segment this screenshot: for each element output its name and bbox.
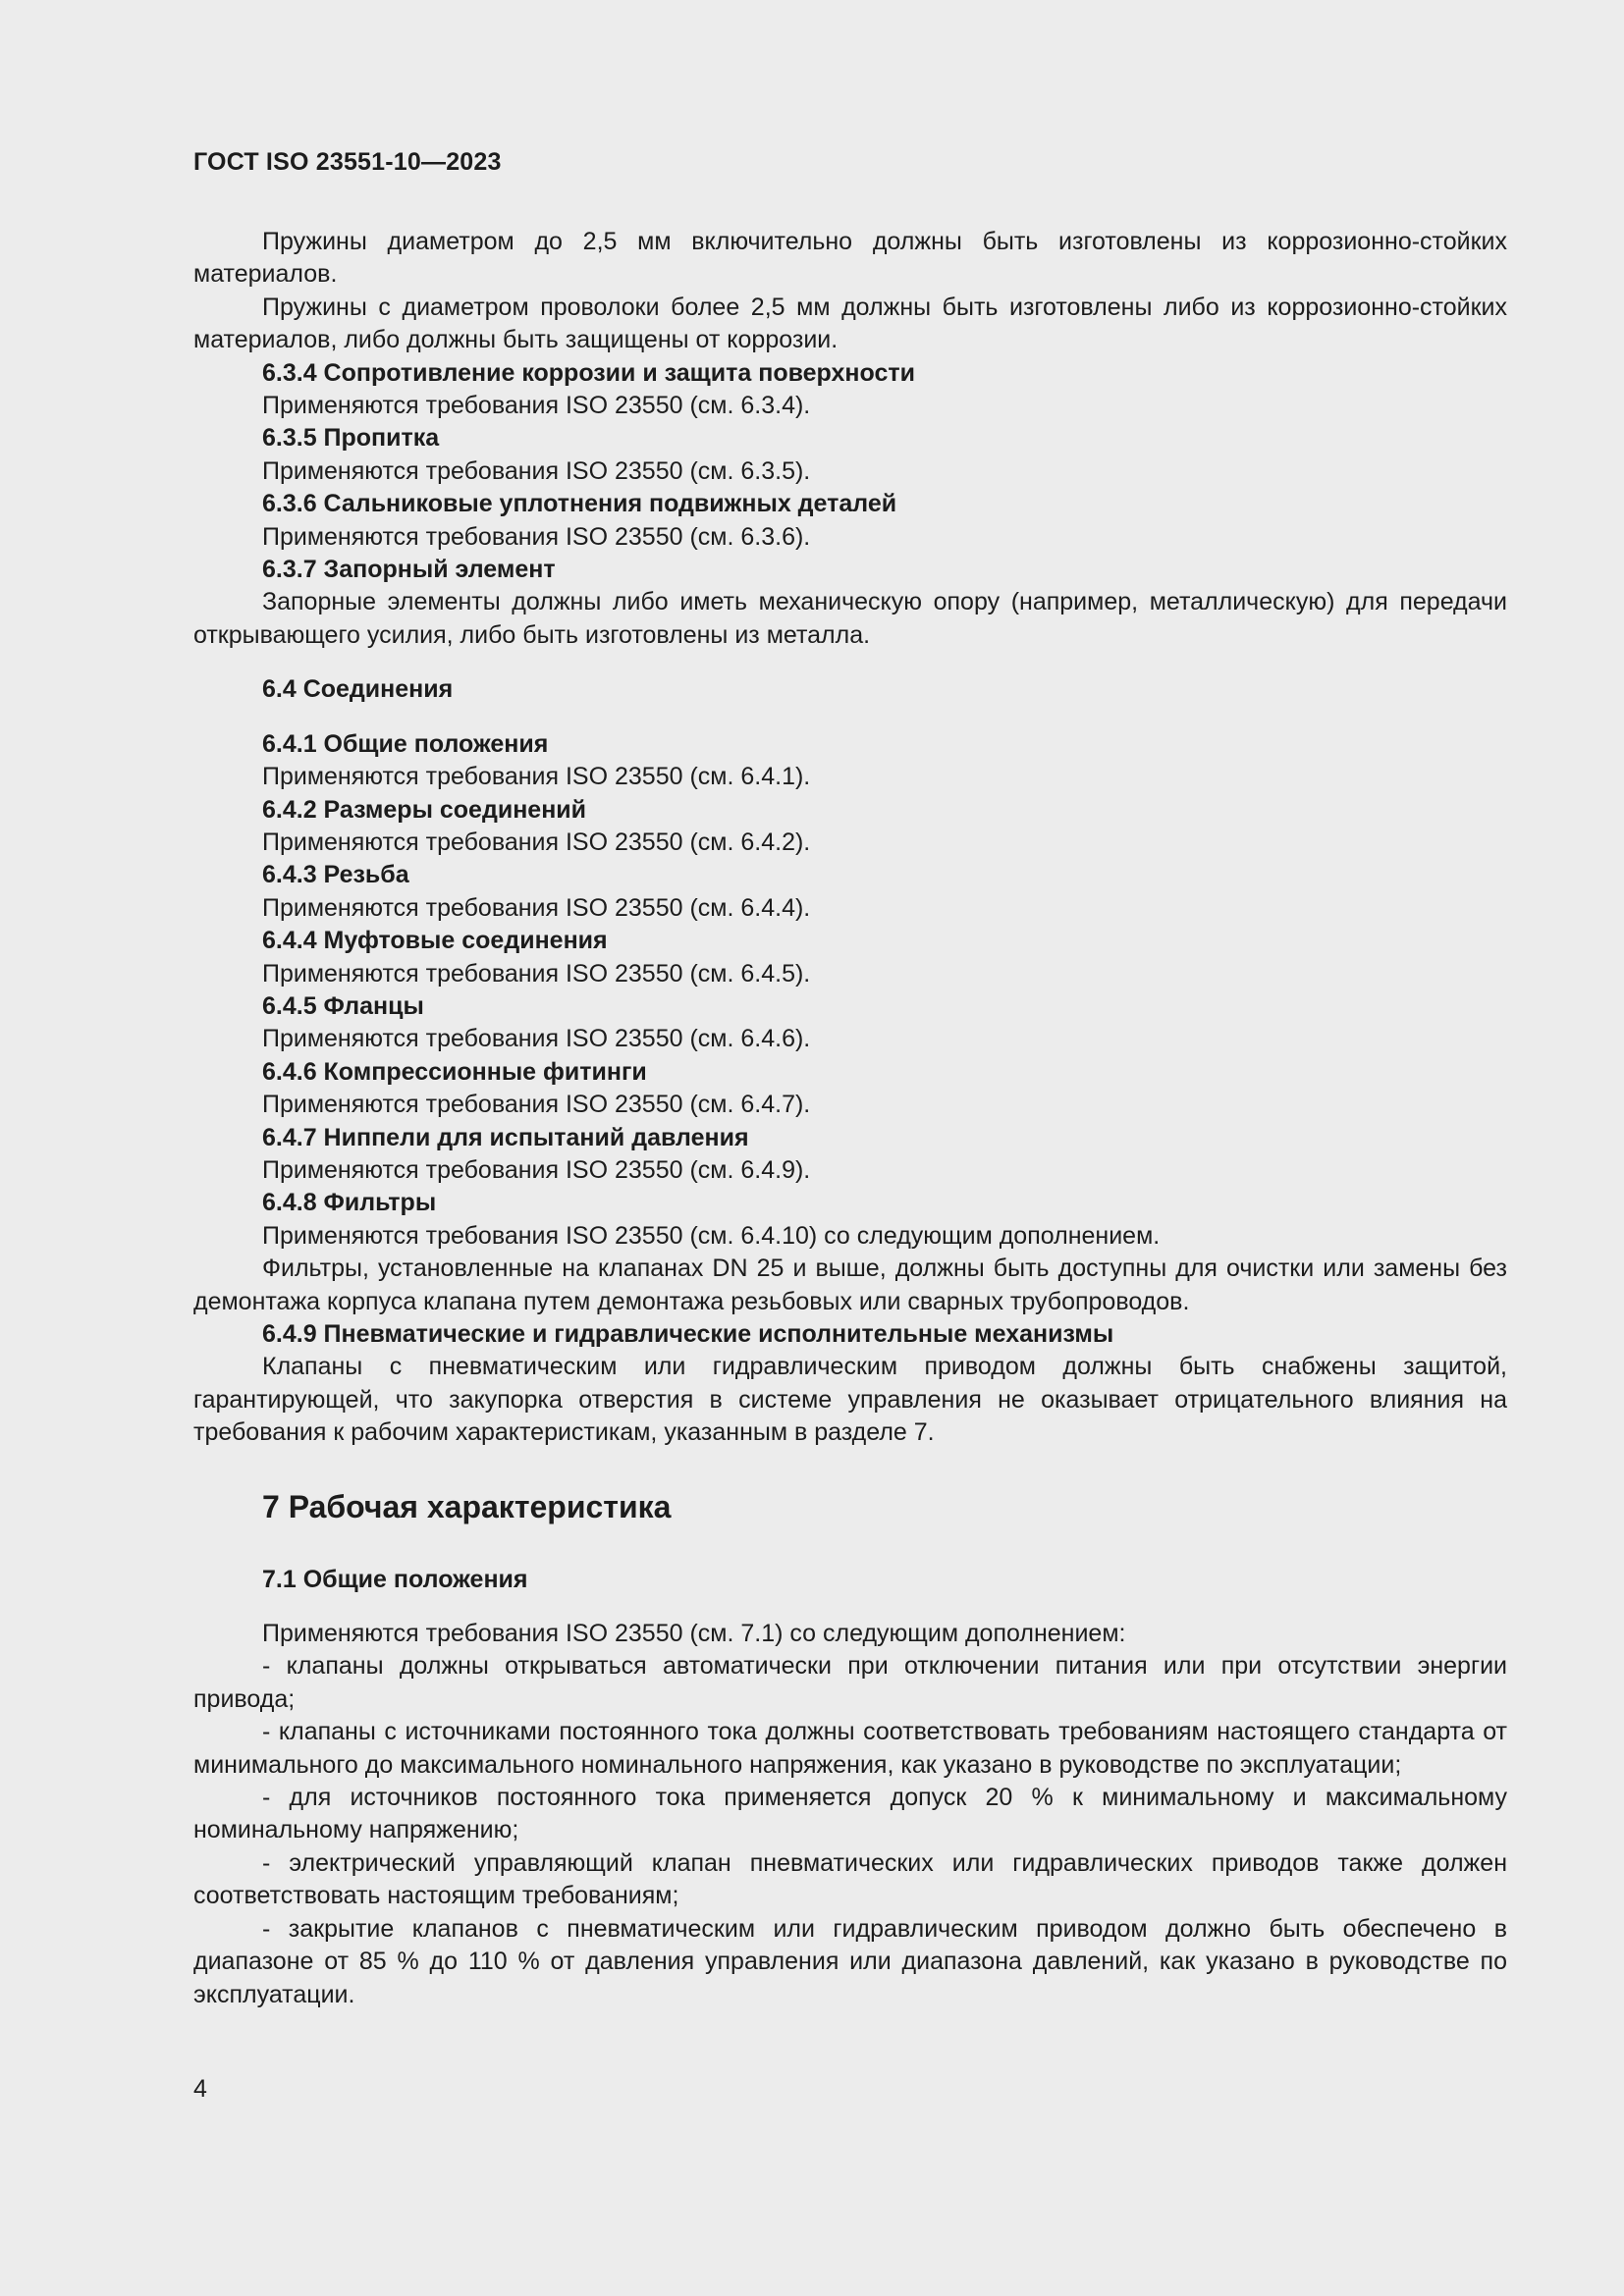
section-text: Применяются требования ISO 23550 (см. 6.4.4). [262,893,811,922]
section-text: Фильтры, установленные на клапанах DN 25 и выше, должны быть доступны для очистки или замены без демонтажа корпуса клапана путем демонтажа резьбовых или сварных трубопроводов. [193,1255,1507,1315]
paragraph: Пружины диаметром до 2,5 мм включительно должны быть изготовлены из коррозионно-стойких материалов. [193,228,1507,289]
section-heading-6-4-9: 6.4.9 Пневматические и гидравлические исполнительные механизмы [262,1320,1114,1348]
list-item: - клапаны должны открываться автоматически при отключении питания или при отсутствии энергии привода; [193,1652,1507,1713]
section-heading-6-4-7: 6.4.7 Ниппели для испытаний давления [262,1123,749,1151]
section-text: Применяются требования ISO 23550 (см. 6.4.6). [262,1025,811,1053]
section-text: Применяются требования ISO 23550 (см. 6.4.2). [262,828,811,856]
section-heading-7-1: 7.1 Общие положения [262,1565,528,1593]
section-heading-6-4-1: 6.4.1 Общие положения [262,729,549,758]
section-text: Применяются требования ISO 23550 (см. 6.3.6). [262,522,811,551]
chapter-heading-7: 7 Рабочая характеристика [262,1488,672,1524]
paragraph: Пружины с диаметром проволоки более 2,5 мм должны быть изготовлены либо из коррозионно-стойких материалов, либо должны быть защищены от коррозии. [193,293,1507,354]
section-text: Применяются требования ISO 23550 (см. 6.3.5). [262,456,811,485]
section-heading-6-3-4: 6.3.4 Сопротивление коррозии и защита поверхности [262,358,915,387]
page-number: 4 [193,2075,207,2103]
section-text: Применяются требования ISO 23550 (см. 6.4.9). [262,1155,811,1184]
section-text: Клапаны с пневматическим или гидравлическим приводом должны быть снабжены защитой, гарантирующей, что закупорка отверстия в системе управления не оказывает отрицательного влияния на требования к рабочим характеристикам, указанным в разделе 7. [193,1353,1507,1447]
section-heading-6-3-7: 6.3.7 Запорный элемент [262,556,556,584]
section-heading-6-4-6: 6.4.6 Компрессионные фитинги [262,1057,647,1086]
section-heading-6-4-8: 6.4.8 Фильтры [262,1189,437,1217]
section-text: Применяются требования ISO 23550 (см. 6.4.10) со следующим дополнением. [262,1221,1161,1250]
section-heading-6-4-5: 6.4.5 Фланцы [262,991,424,1020]
section-text: Применяются требования ISO 23550 (см. 6.4.7). [262,1091,811,1119]
section-text: Применяются требования ISO 23550 (см. 6.3.4). [262,392,811,420]
page-content [193,226,1507,2011]
document-header: ГОСТ ISO 23551-10—2023 [193,148,502,176]
section-text: Применяются требования ISO 23550 (см. 6.4.1). [262,763,811,791]
list-item: - клапаны с источниками постоянного тока должны соответствовать требованиям настоящего стандарта от минимального до максимального номинального напряжения, как указано в руководстве по эксплуатации; [193,1718,1507,1779]
section-heading-6-4-2: 6.4.2 Размеры соединений [262,795,587,824]
section-heading-6-3-6: 6.3.6 Сальниковые уплотнения подвижных деталей [262,490,897,518]
section-heading-6-4-4: 6.4.4 Муфтовые соединения [262,927,608,955]
section-text: Применяются требования ISO 23550 (см. 7.1) со следующим дополнением: [262,1620,1126,1648]
list-item: - электрический управляющий клапан пневматических или гидравлических приводов также должен соответствовать настоящим требованиям; [193,1848,1507,1910]
list-item: - закрытие клапанов с пневматическим или гидравлическим приводом должно быть обеспечено в диапазоне от 85 % до 110 % от давления управления или диапазона давлений, как указано в руководстве по эксплуатации. [193,1914,1507,2008]
list-item: - для источников постоянного тока применяется допуск 20 % к минимальному и максимальному номинальному напряжению; [193,1784,1507,1844]
section-heading-6-3-5: 6.3.5 Пропитка [262,424,440,453]
section-heading-6-4: 6.4 Соединения [262,675,454,704]
section-heading-6-4-3: 6.4.3 Резьба [262,861,409,889]
section-text: Запорные элементы должны либо иметь механическую опору (например, металлическую) для передачи открывающего усилия, либо быть изготовлены из металла. [193,588,1507,649]
section-text: Применяются требования ISO 23550 (см. 6.4.5). [262,959,811,988]
